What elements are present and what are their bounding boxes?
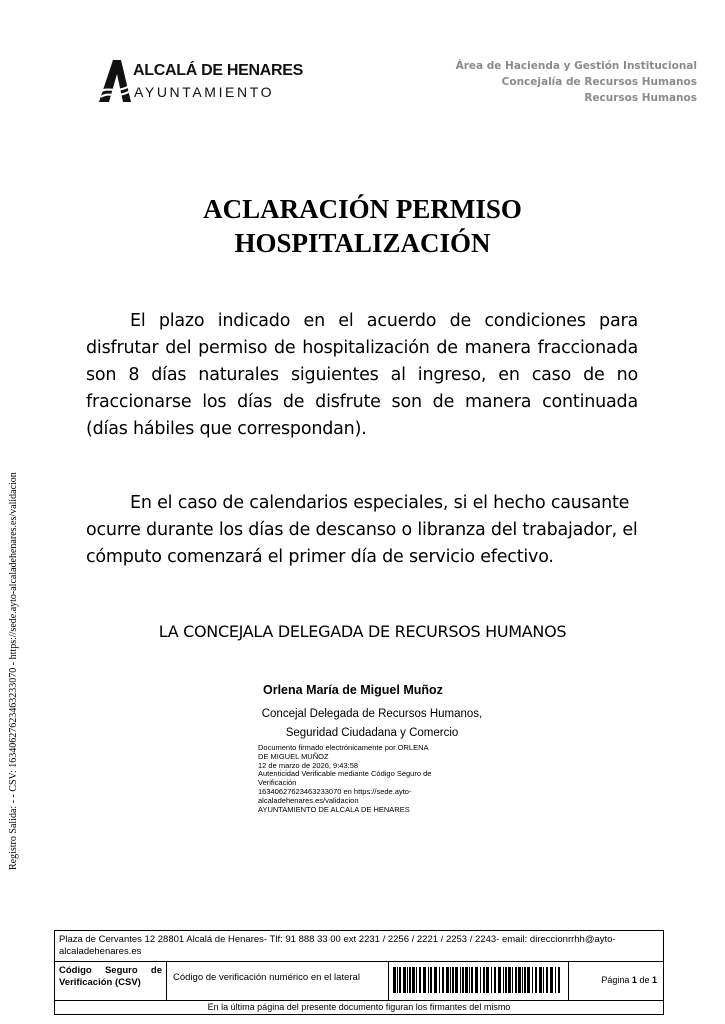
- page-total: 1: [651, 975, 657, 985]
- side-registry-text: Registro Salida: - - CSV: 16340627623463233070 - https://sede.ayto-alcaladehenares.es/validacion: [8, 472, 19, 870]
- footer-note: En la última página del presente documento figuran los firmantes del mismo: [207, 1002, 511, 1012]
- document-title: [0, 192, 725, 260]
- page-number: 1: [631, 975, 637, 985]
- meta-line: Autenticidad Verificable mediante Código Seguro de Verificación: [258, 769, 432, 788]
- paragraph-text: En el caso de calendarios especiales, si el hecho causante ocurre durante los días de descanso o libranza del trabajador, el cómputo comenzará el primer día de servicio efectivo.: [86, 493, 638, 567]
- logo-subtitle: AYUNTAMIENTO: [134, 84, 275, 100]
- barcode: [389, 962, 569, 1000]
- meta-line: Documento firmado electrónicamente por ORLENA DE MIGUEL MUÑOZ: [258, 743, 429, 761]
- role-line: Concejal Delegada de Recursos Humanos,: [261, 708, 483, 720]
- dept-line: Concejalía de Recursos Humanos: [501, 76, 697, 88]
- page-indicator: [569, 962, 663, 1000]
- logo-name: ALCALÁ DE HENARES: [133, 62, 304, 79]
- paragraph-text: El plazo indicado en el acuerdo de condiciones para disfrutar del permiso de hospitalización de manera fraccionada son 8 días naturales siguientes al ingreso, en caso de no fraccionarse los días de disfrute son de manera continuada (días hábiles que correspondan).: [86, 311, 638, 439]
- barcode-icon: [389, 962, 567, 998]
- department-header: [456, 58, 697, 106]
- csv-label: Código Seguro de Verificación (CSV): [55, 962, 167, 1000]
- dept-line: Área de Hacienda y Gestión Institucional: [455, 60, 697, 72]
- signature-heading: LA CONCEJALA DELEGADA DE RECURSOS HUMANOS: [158, 622, 567, 641]
- signature-metadata: [258, 744, 438, 814]
- footer-csv-row: [55, 962, 663, 1001]
- role-line: Seguridad Ciudadana y Comercio: [285, 727, 459, 739]
- title-line: ACLARACIÓN PERMISO: [203, 194, 522, 224]
- page-prefix: Página: [601, 975, 630, 985]
- dept-line: Recursos Humanos: [584, 92, 697, 104]
- footer-table: [54, 930, 664, 1015]
- signer-name: Orlena María de Miguel Muñoz: [263, 683, 443, 697]
- csv-description: Código de verificación numérico en el lateral: [167, 962, 389, 1000]
- meta-line: 16340627623463233070 en https://sede.ayto-alcaladehenares.es/validacion: [258, 786, 412, 805]
- footer-address: Plaza de Cervantes 12 28801 Alcalá de Henares- Tlf: 91 888 33 00 ext 2231 / 2256 / 2221 / 2253 / 2243- email: direccionrrhh@ayto-alcaladehenares.es: [55, 931, 663, 962]
- paragraph: [86, 490, 638, 571]
- title-line: HOSPITALIZACIÓN: [234, 228, 491, 258]
- logo: [97, 56, 304, 112]
- page-of: de: [639, 975, 650, 985]
- signer-role: [256, 705, 488, 743]
- meta-line: 12 de marzo de 2026, 9:43:58: [258, 760, 359, 770]
- meta-line: AYUNTAMIENTO DE ALCALA DE HENARES: [258, 804, 410, 814]
- logo-a-icon: [97, 56, 135, 106]
- paragraph: [86, 308, 638, 443]
